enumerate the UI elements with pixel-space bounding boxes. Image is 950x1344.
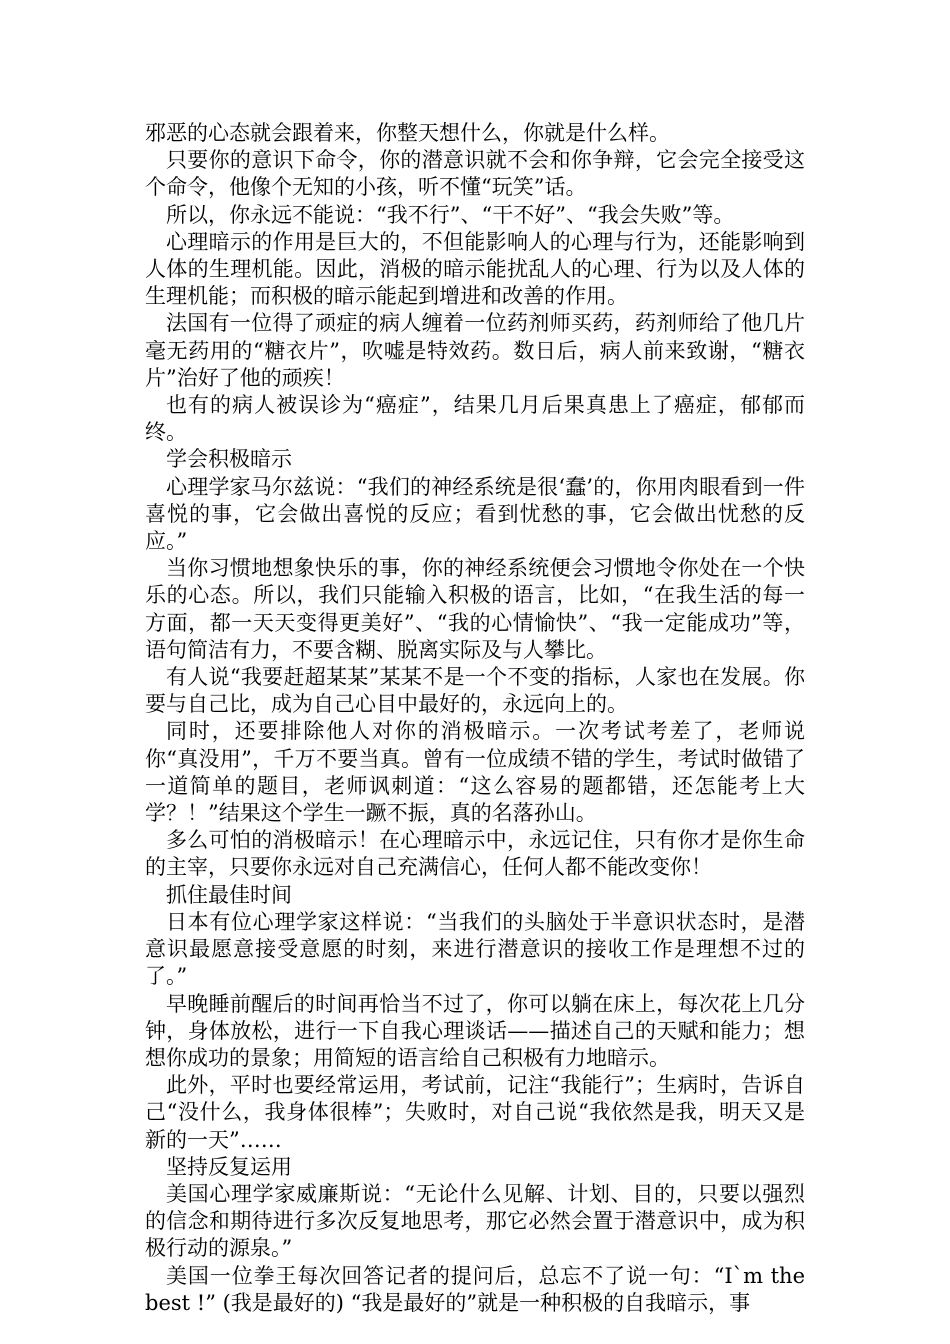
paragraph: 有人说“我要赶超某某”某某不是一个不变的指标，人家也在发展。你要与自己比，成为自己心目中最好的，永远向上的。 (145, 665, 805, 717)
section-heading: 学会积极暗示 (166, 447, 292, 472)
paragraph: 心理学家马尔兹说：“我们的神经系统是很‘蠢’的，你用肉眼看到一件喜悦的事，它会做出喜悦的反应；看到忧愁的事，它会做出忧愁的反应。” (145, 474, 805, 554)
paragraph: 当你习惯地想象快乐的事，你的神经系统便会习惯地令你处在一个快乐的心态。所以，我们只能输入积极的语言，比如，“在我生活的每一方面，都一天天变得更美好”、“我的心情愉快”、“我一定能成功”等，语句简洁有力，不要含糊、脱离实际及与人攀比。 (145, 556, 805, 662)
section-heading: 坚持反复运用 (166, 1154, 292, 1179)
paragraph: 多么可怕的消极暗示！在心理暗示中，永远记住，只有你才是你生命的主宰，只要你永远对自己充满信心，任何人都不能改变你！ (145, 828, 805, 880)
document-body (145, 120, 805, 1317)
paragraph: 此外，平时也要经常运用，考试前，记注“我能行”；生病时，告诉自己“没什么，我身体很棒”；失败时，对自己说“我依然是我，明天又是新的一天”…… (145, 1073, 805, 1152)
paragraph: 同时，还要排除他人对你的消极暗示。一次考试考差了，老师说你“真没用”，千万不要当真。曾有一位成绩不错的学生，考试时做错了一道简单的题目，老师讽刺道：“这么容易的题都错，还怎能考上大学？！”结果这个学生一蹶不振，真的名落孙山。 (145, 719, 805, 826)
paragraph: 早晚睡前醒后的时间再恰当不过了，你可以躺在床上，每次花上几分钟，身体放松，进行一下自我心理谈话——描述自己的天赋和能力；想想你成功的景象；用简短的语言给自己积极有力地暗示。 (145, 991, 805, 1070)
paragraph: 邪恶的心态就会跟着来，你整天想什么，你就是什么样。 (145, 121, 670, 145)
paragraph: 心理暗示的作用是巨大的，不但能影响人的心理与行为，还能影响到人体的生理机能。因此，消极的暗示能扰乱人的心理、行为以及人体的生理机能；而积极的暗示能起到增进和改善的作用。 (145, 229, 805, 309)
paragraph: 所以，你永远不能说：“我不行”、“干不好”、“我会失败”等。 (166, 202, 735, 227)
paragraph: 美国一位拳王每次回答记者的提问后，总忘不了说一句：“I`m the best !” (我是最好的) “我是最好的”就是一种积极的自我暗示，事 (145, 1263, 805, 1315)
paragraph: 日本有位心理学家这样说：“当我们的头脑处于半意识状态时，是潜意识最愿意接受意愿的时刻，来进行潜意识的接收工作是理想不过的了。” (145, 909, 805, 989)
paragraph: 也有的病人被误诊为“癌症”，结果几月后果真患上了癌症，郁郁而终。 (145, 393, 805, 445)
paragraph: 只要你的意识下命令，你的潜意识就不会和你争辩，它会完全接受这个命令，他像个无知的小孩，听不懂“玩笑”话。 (145, 148, 805, 200)
section-heading: 抓住最佳时间 (166, 882, 292, 907)
paragraph: 法国有一位得了顽症的病人缠着一位药剂师买药，药剂师给了他几片毫无药用的“糖衣片”，吹嘘是特效药。数日后，病人前来致谢，“糖衣片”治好了他的顽疾！ (145, 311, 805, 390)
paragraph: 美国心理学家威廉斯说：“无论什么见解、计划、目的，只要以强烈的信念和期待进行多次反复地思考，那它必然会置于潜意识中，成为积极行动的源泉。” (145, 1181, 805, 1261)
